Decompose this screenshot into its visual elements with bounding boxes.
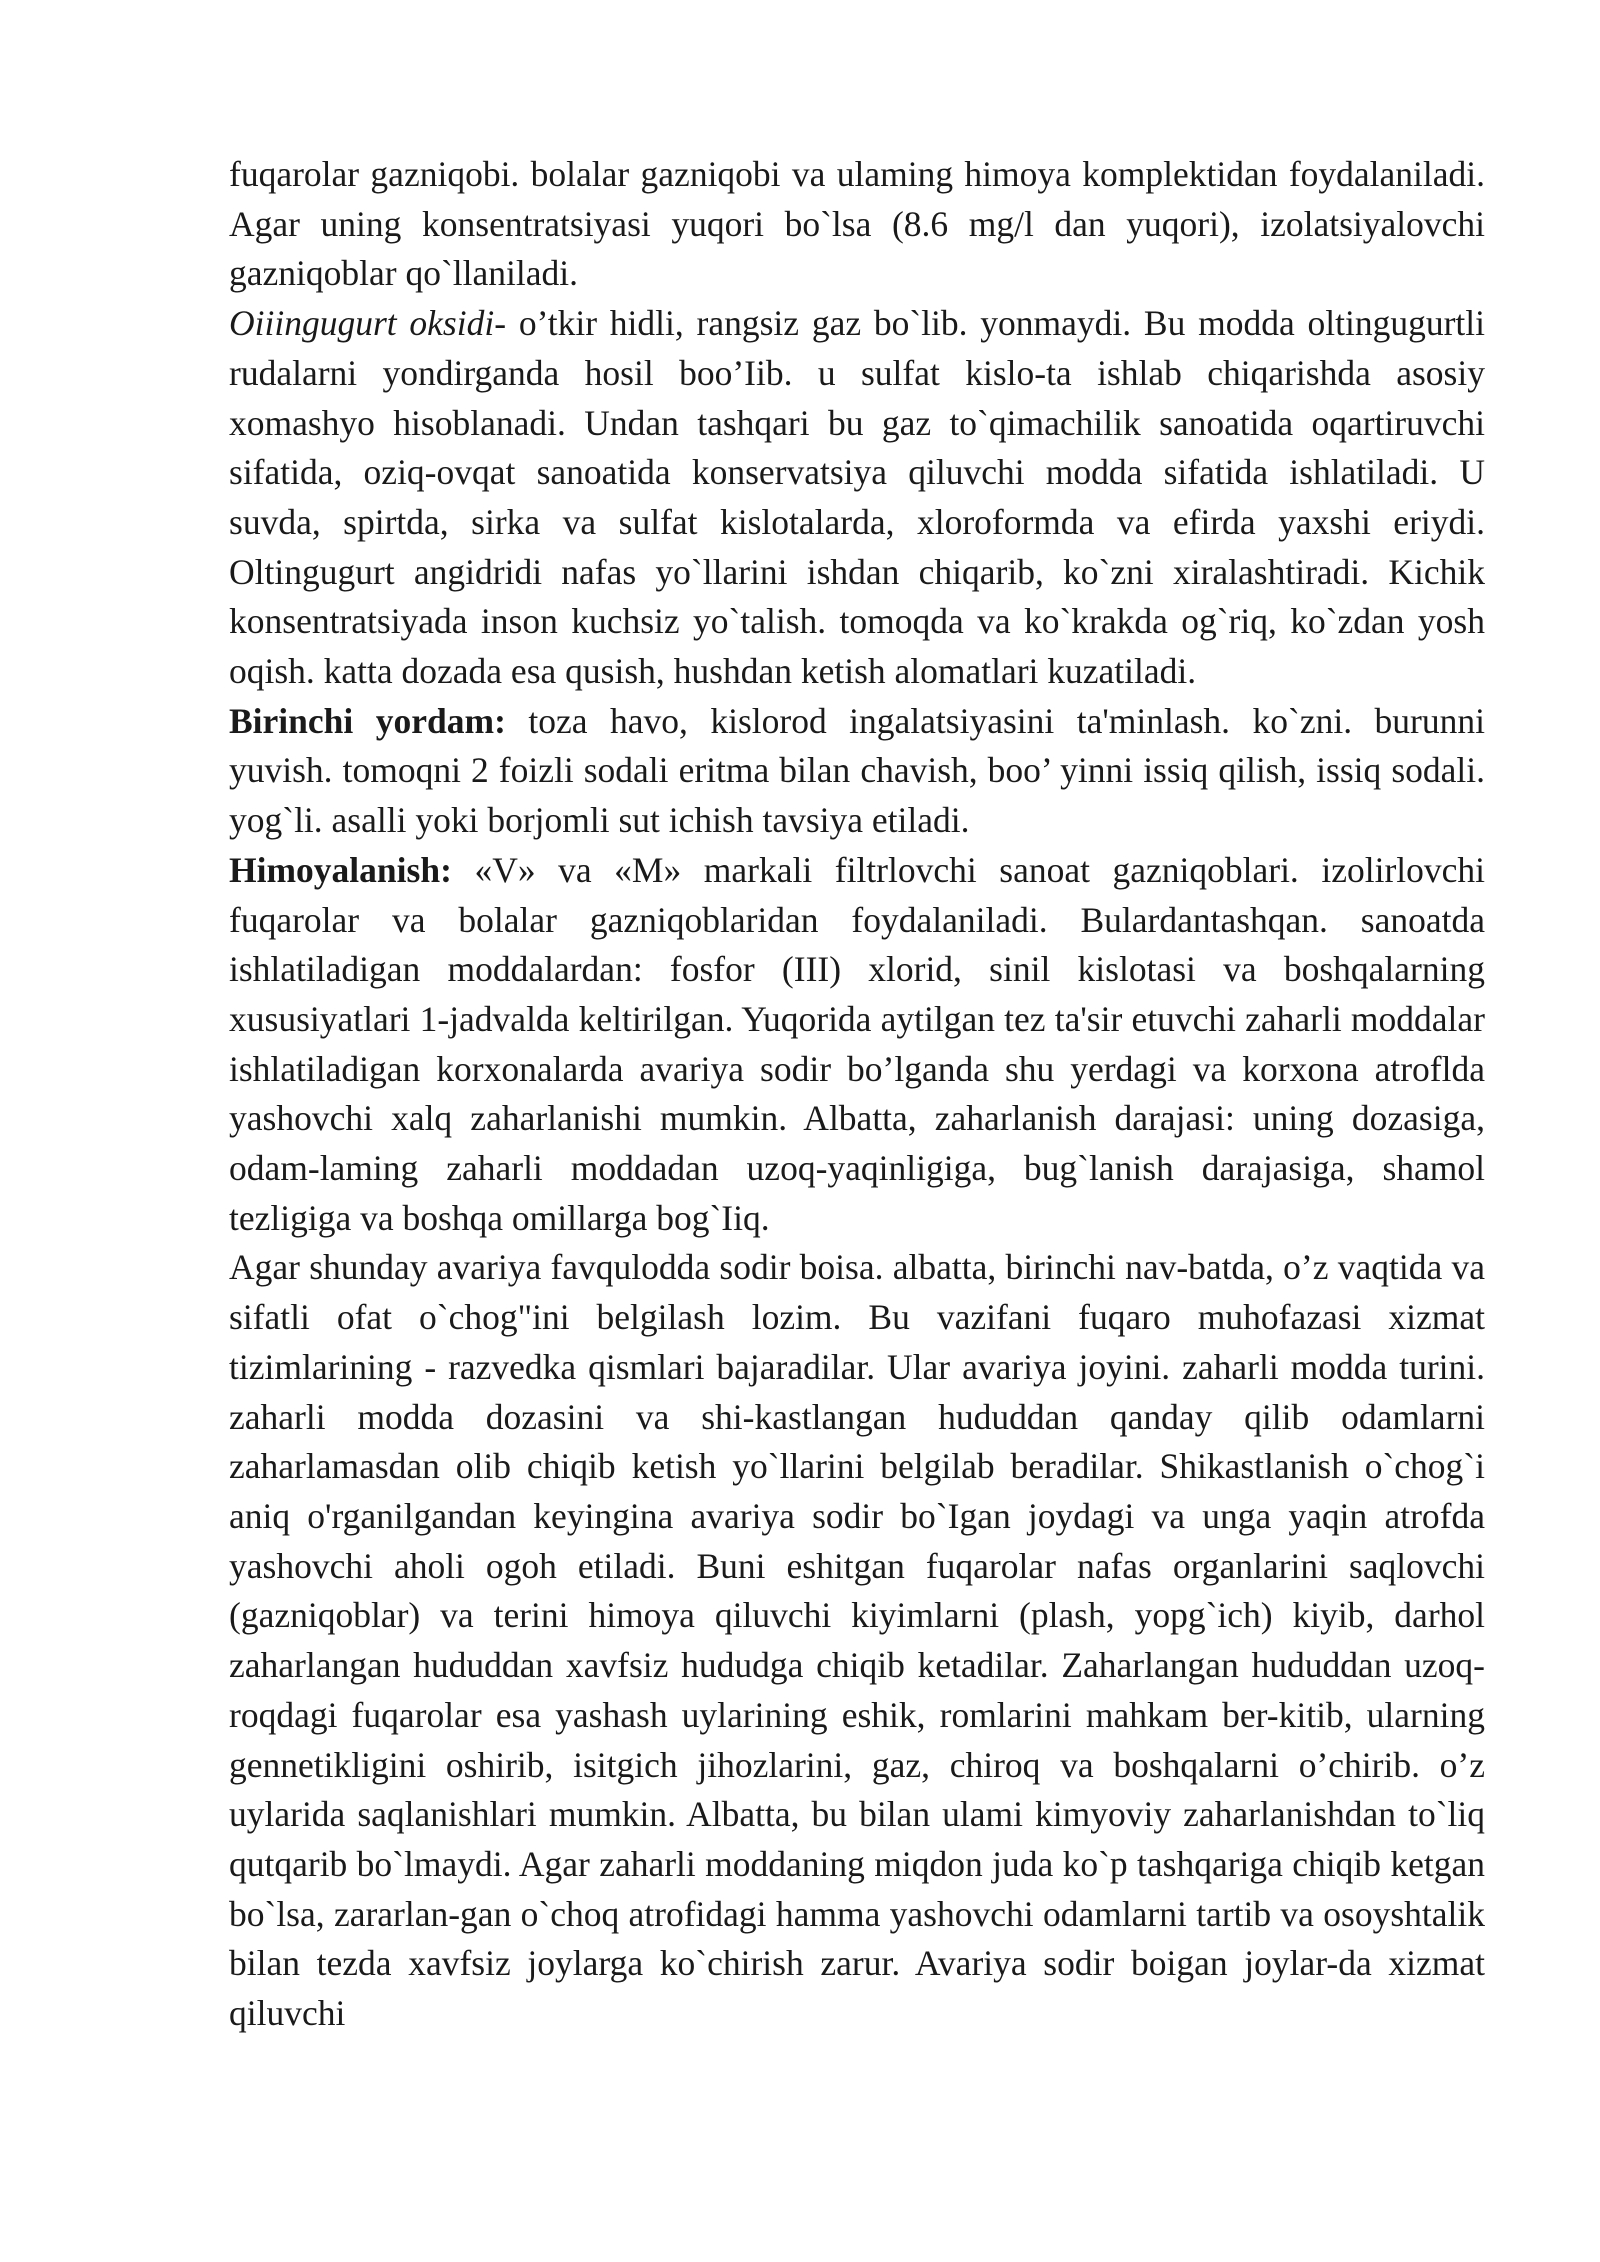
paragraph-gas-mask-usage	[229, 150, 1485, 299]
paragraph-sulfur-oxide	[229, 299, 1485, 697]
paragraph-text: «V» va «M» markali filtrlovchi sanoat gazniqoblari. izolirlovchi fuqarolar va bolalar gazniqoblaridan foydalaniladi. Bulardantashqan. sanoatda ishlatiladigan moddalardan: fosfor (III) xlorid, sinil kislotasi va boshqalarning xususiyatlari 1-jadvalda keltirilgan. Yuqorida aytilgan tez ta'sir etuvchi zaharli moddalar ishlatiladigan korxonalarda avariya sodir bo’lganda shu yerdagi va korxona atroflda yashovchi xalq zaharlanishi mumkin. Albatta, zaharlanish darajasi: uning dozasiga, odam-laming zaharli moddadan uzoq-yaqinligiga, bug`lanish darajasiga, shamol tezligiga va boshqa omillarga bog`Iiq.	[229, 849, 1485, 1238]
term-sulfur-oxide: Oiiingugurt oksidi-	[229, 303, 507, 344]
paragraph-accident-response	[229, 1243, 1485, 2038]
paragraph-text: toza havo, kislorod ingalatsiyasini ta'minlash. ko`zni. burunni yuvish. tomoqni 2 foizli sodali eritma bilan chavish, boo’ yinni issiq qilish, issiq sodali. yog`li. asalli yoki borjomli sut ichish tavsiya etiladi.	[229, 700, 1485, 841]
document-page	[229, 150, 1485, 2039]
heading-first-aid: Birinchi yordam:	[229, 700, 506, 741]
heading-protection: Himoyalanish:	[229, 849, 452, 890]
paragraph-text: fuqarolar gazniqobi. bolalar gazniqobi va ulaming himoya komplektidan foydalaniladi. Agar uning konsentratsiyasi yuqori bo`lsa (8.6 mg/l dan yuqori), izolatsiyalovchi gazniqoblar qo`llaniladi.	[229, 154, 1485, 294]
paragraph-text: Agar shunday avariya favqulodda sodir boisa. albatta, birinchi nav-batda, o’z vaqtida va sifatli ofat o`chog"ini belgilash lozim. Bu vazifani fuqaro muhofazasi xizmat tizimlarining - razvedka qismlari bajaradilar. Ular avariya joyini. zaharli modda turini. zaharli modda dozasini va shi-kastlangan hududdan qanday qilib odamlarni zaharlamasdan olib chiqib ketish yo`llarini belgilab beradilar. Shikastlanish o`chog`i aniq o'rganilgandan keyingina avariya sodir bo`Igan joydagi va unga yaqin atrofda yashovchi aholi ogoh etiladi. Buni eshitgan fuqarolar nafas organlarini saqlovchi (gazniqoblar) va terini himoya qiluvchi kiyimlarni (plash, yopg`ich) kiyib, darhol zaharlangan hududdan xavfsiz hududga chiqib ketadilar. Zaharlangan hududdan uzoq-roqdagi fuqarolar esa yashash uylarining eshik, romlarini mahkam ber-kitib, ularning gennetikligini oshirib, isitgich jihozlarini, gaz, chiroq va boshqalarni o’chirib. o’z uylarida saqlanishlari mumkin. Albatta, bu bilan ulami kimyoviy zaharlanishdan to`liq qutqarib bo`lmaydi. Agar zaharli moddaning miqdon juda ko`p tashqariga chiqib ketgan bo`lsa, zararlan-gan o`choq atrofidagi hamma yashovchi odamlarni tartib va osoyshtalik bilan tezda xavfsiz joylarga ko`chirish zarur. Avariya sodir boigan joylar-da xizmat qiluvchi	[229, 1247, 1485, 2034]
paragraph-first-aid	[229, 697, 1485, 846]
paragraph-text: o’tkir hidli, rangsiz gaz bo`lib. yonmaydi. Bu modda oltingugurtli rudalarni yondirganda hosil boo’Iib. u sulfat kislo-ta ishlab chiqarishda asosiy xomashyo hisoblanadi. Undan tashqari bu gaz to`qimachilik sanoatida oqartiruvchi sifatida, oziq-ovqat sanoatida konservatsiya qiluvchi modda sifatida ishlatiladi. U suvda, spirtda, sirka va sulfat kislotalarda, xloroformda va efirda yaxshi eriydi. Oltingugurt angidridi nafas yo`llarini ishdan chiqarib, ko`zni xiralashtiradi. Kichik konsentratsiyada inson kuchsiz yo`talish. tomoqda va ko`krakda og`riq, ko`zdan yosh oqish. katta dozada esa qusish, hushdan ketish alomatlari kuzatiladi.	[229, 303, 1485, 692]
paragraph-protection	[229, 846, 1485, 1244]
